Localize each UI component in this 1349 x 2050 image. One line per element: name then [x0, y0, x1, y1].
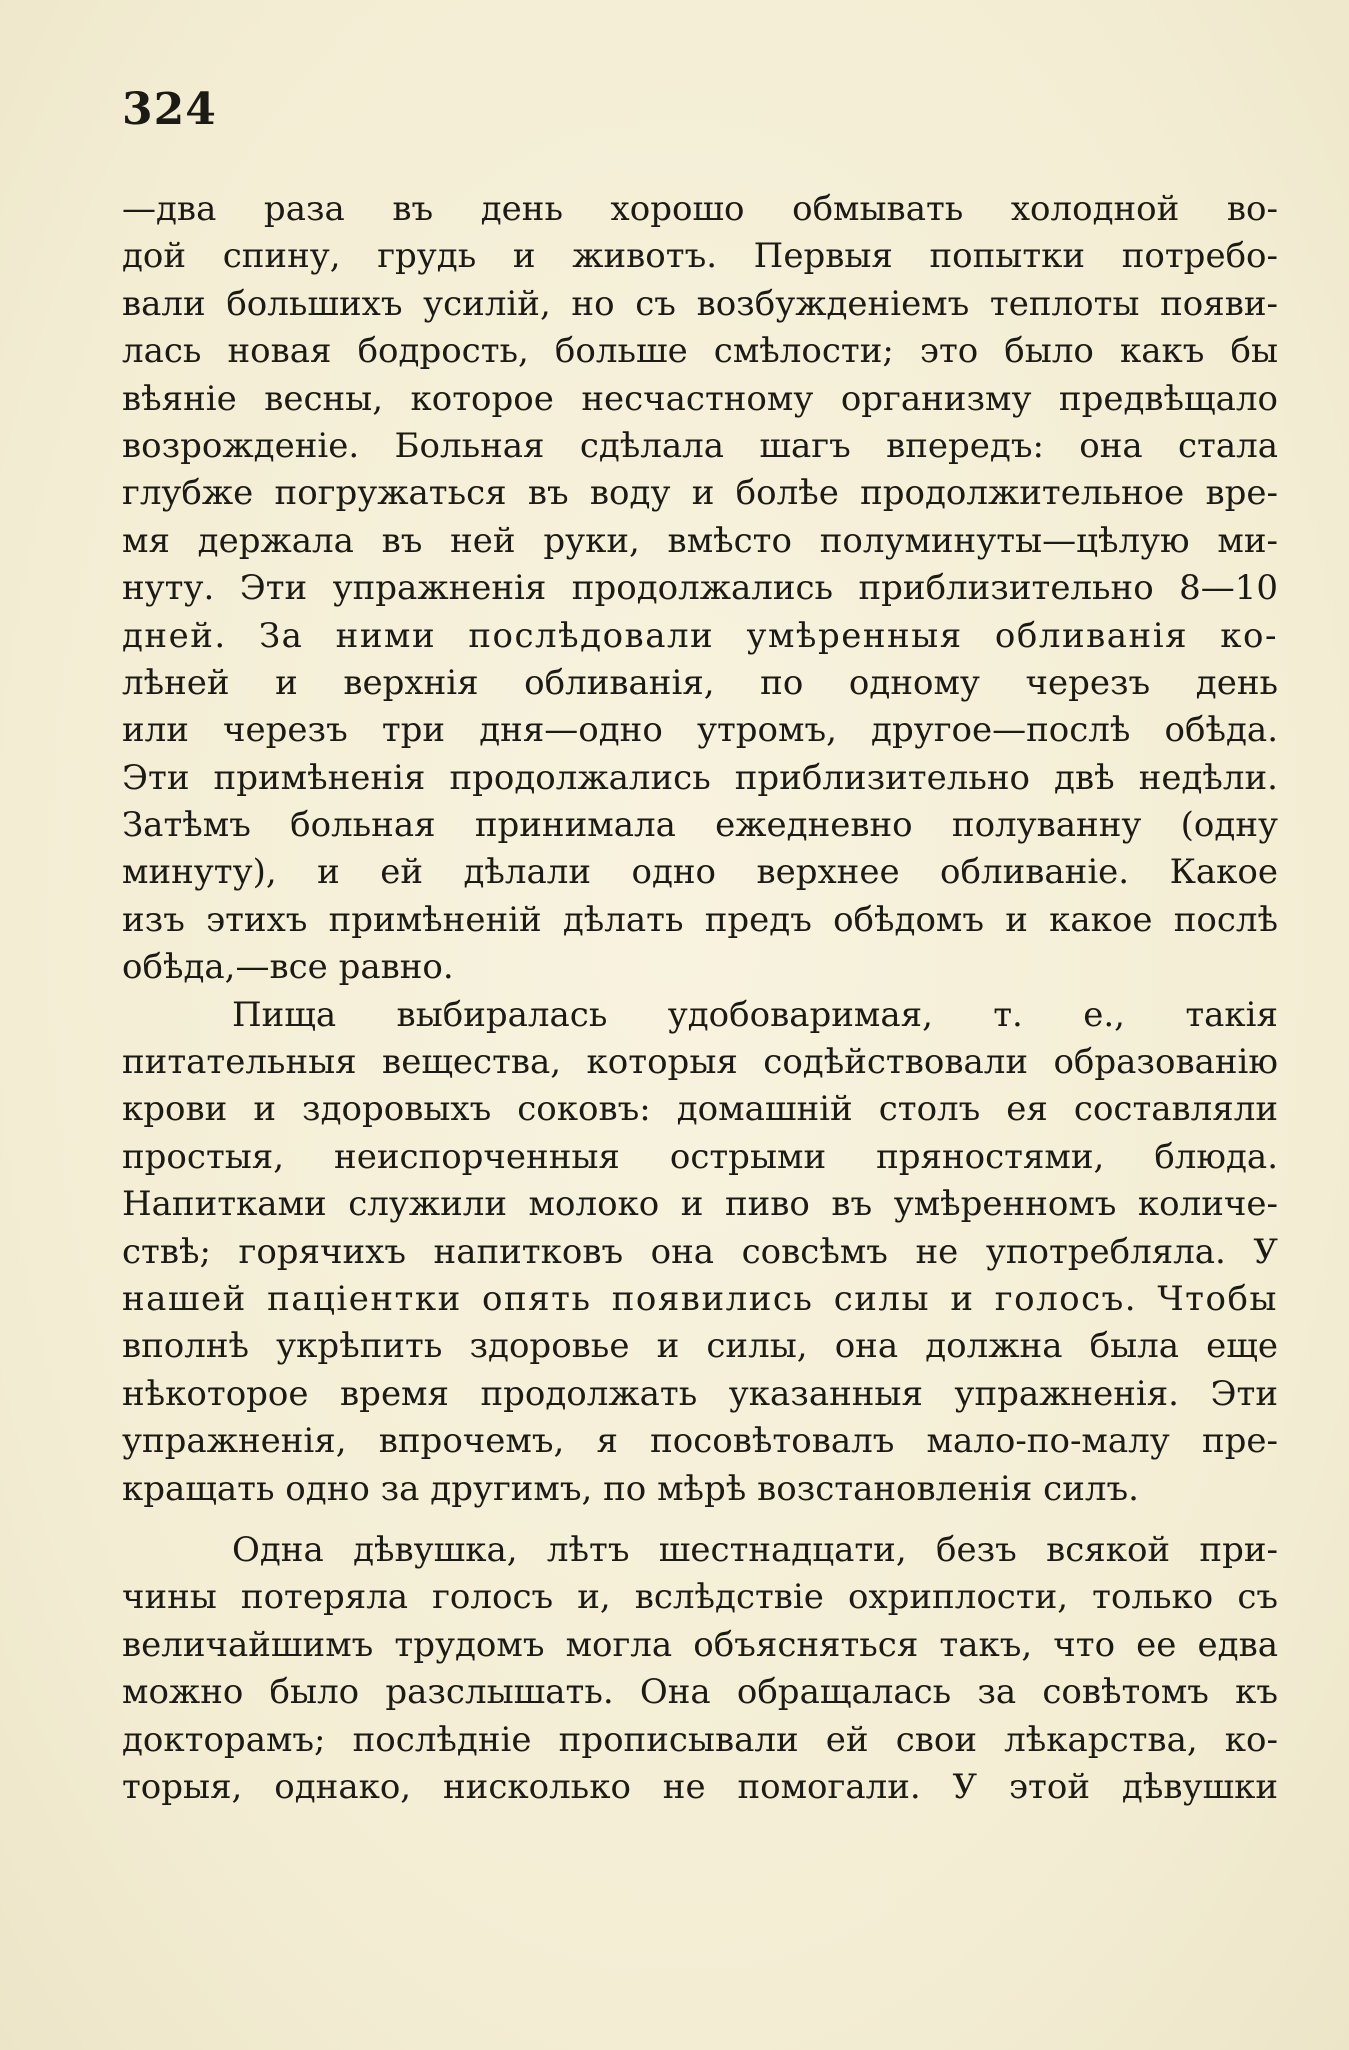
text-line: лась новая бодрость, больше смѣлости; это было какъ бы [122, 331, 1278, 372]
page-number: 324 [122, 84, 217, 135]
paragraph-end-line: обѣда,—все равно. [122, 947, 454, 988]
text-line: питательныя вещества, которыя содѣйствовали образованію [122, 1042, 1278, 1083]
text-line: нуту. Эти упражненія продолжались приблизительно 8—10 [122, 568, 1278, 609]
text-line: докторамъ; послѣдніе прописывали ей свои лѣкарства, ко- [122, 1719, 1278, 1760]
text-line: дней. За ними послѣдовали умѣренныя обливанія ко- [122, 615, 1278, 656]
text-line: нашей паціентки опять появились силы и голосъ. Чтобы [122, 1278, 1278, 1319]
text-line: или черезъ три дня—одно утромъ, другое—послѣ обѣда. [122, 710, 1278, 751]
text-line: вали большихъ усилій, но съ возбужденіемъ теплоты появи- [122, 283, 1278, 324]
text-line: —два раза въ день хорошо обмывать холодной во- [122, 189, 1278, 229]
paragraph-end-line: кращать одно за другимъ, по мѣрѣ возстановленія силъ. [122, 1468, 1139, 1509]
text-line: Эти примѣненія продолжались приблизительно двѣ недѣли. [122, 757, 1278, 798]
paragraph-start-line: Одна дѣвушка, лѣтъ шестнадцати, безъ всякой при- [232, 1529, 1278, 1570]
text-line: вполнѣ укрѣпить здоровье и силы, она должна была еще [122, 1326, 1278, 1367]
text-line: мя держала въ ней руки, вмѣсто полуминуты—цѣлую ми- [122, 520, 1278, 561]
text-line: торыя, однако, нисколько не помогали. У этой дѣвушки [122, 1766, 1278, 1807]
text-line: минуту), и ей дѣлали одно верхнее обливаніе. Какое [122, 852, 1278, 893]
text-line: глубже погружаться въ воду и болѣе продолжительное вре- [122, 473, 1278, 514]
paragraph-start-line: Пища выбиралась удобоваримая, т. е., такія [232, 994, 1278, 1035]
body-text [122, 186, 1278, 1811]
text-line: дой спину, грудь и животъ. Первыя попытки потребо- [122, 236, 1278, 277]
text-line: лѣней и верхнія обливанія, по одному черезъ день [122, 662, 1278, 703]
text-line: крови и здоровыхъ соковъ: домашній столъ ея составляли [122, 1089, 1278, 1130]
text-line: изъ этихъ примѣненій дѣлать предъ обѣдомъ и какое послѣ [122, 899, 1278, 940]
text-line: нѣкоторое время продолжать указанныя упражненія. Эти [122, 1373, 1278, 1414]
text-line: упражненія, впрочемъ, я посовѣтовалъ мало-по-малу пре- [122, 1421, 1278, 1462]
text-line: простыя, неиспорченныя острыми пряностями, блюда. [122, 1136, 1278, 1177]
text-line: ствѣ; горячихъ напитковъ она совсѣмъ не употребляла. У [122, 1231, 1278, 1272]
text-line: возрожденіе. Больная сдѣлала шагъ впередъ: она стала [122, 425, 1278, 466]
text-line: можно было разслышать. Она обращалась за совѣтомъ къ [122, 1672, 1278, 1713]
text-line: вѣяніе весны, которое несчастному организму предвѣщало [122, 378, 1278, 419]
text-line: Затѣмъ больная принимала ежедневно полуванну (одну [122, 805, 1278, 846]
text-line: величайшимъ трудомъ могла объясняться такъ, что ее едва [122, 1624, 1278, 1665]
text-line: чины потеряла голосъ и, вслѣдствіе охриплости, только съ [122, 1577, 1278, 1618]
text-line: Напитками служили молоко и пиво въ умѣренномъ количе- [122, 1184, 1278, 1225]
